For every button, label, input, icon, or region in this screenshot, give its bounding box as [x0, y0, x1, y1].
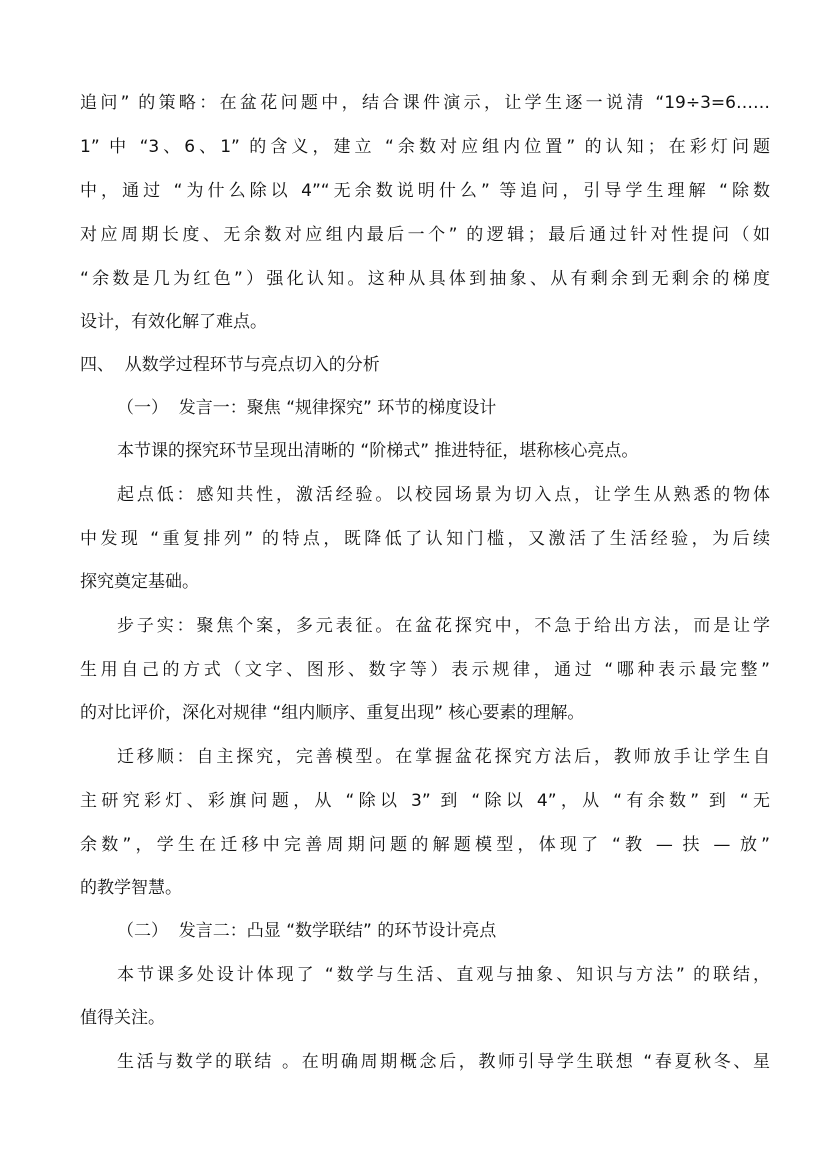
- paragraph-line: 迁移顺：自主探究，完善模型。在掌握盆花探究方法后，教师放手让学生自: [117, 747, 770, 767]
- paragraph-line: 对应周期长度、无余数对应组内最后一个” 的逻辑；最后通过针对性提问（如: [80, 225, 770, 245]
- paragraph-line: 中发现 “重复排列” 的特点，既降低了认知门槛，又激活了生活经验，为后续: [80, 529, 770, 549]
- paragraph-line: 本节课多处设计体现了 “数学与生活、直观与抽象、知识与方法” 的联结，: [117, 965, 770, 985]
- section-heading: 四、 从数学过程环节与亮点切入的分析: [80, 355, 380, 375]
- paragraph-line: 生用自己的方式（文字、图形、数字等）表示规律，通过 “哪种表示最完整”: [80, 660, 770, 680]
- paragraph-line: 生活与数学的联结 。在明确周期概念后，教师引导学生联想 “春夏秋冬、星: [117, 1052, 770, 1072]
- paragraph-line: 探究奠定基础。: [80, 572, 199, 592]
- paragraph-line: 1” 中 “3、6、1” 的含义，建立 “余数对应组内位置” 的认知；在彩灯问题: [80, 137, 770, 157]
- paragraph-line: “余数是几为红色”）强化认知。这种从具体到抽象、从有剩余到无剩余的梯度: [80, 269, 770, 289]
- paragraph-line: 步子实：聚焦个案，多元表征。在盆花探究中，不急于给出方法，而是让学: [117, 616, 770, 636]
- subsection-heading: （二） 发言二：凸显 “数学联结” 的环节设计亮点: [117, 921, 497, 941]
- paragraph-line: 的教学智慧。: [80, 878, 182, 898]
- subsection-heading: （一） 发言一：聚焦 “规律探究” 环节的梯度设计: [117, 398, 497, 418]
- paragraph-line: 起点低：感知共性，激活经验。以校园场景为切入点，让学生从熟悉的物体: [117, 485, 770, 505]
- paragraph-line: 的对比评价，深化对规律 “组内顺序、重复出现” 核心要素的理解。: [80, 703, 585, 723]
- paragraph-line: 值得关注。: [80, 1008, 165, 1028]
- paragraph-line: 设计，有效化解了难点。: [80, 312, 267, 332]
- paragraph-line: 中，通过 “为什么除以 4”“无余数说明什么” 等追问，引导学生理解 “除数: [80, 181, 770, 201]
- paragraph-line: 本节课的探究环节呈现出清晰的 “阶梯式” 推进特征，堪称核心亮点。: [117, 441, 639, 461]
- paragraph-line: 追问” 的策略：在盆花问题中，结合课件演示，让学生逐一说清 “19÷3=6……: [80, 93, 770, 113]
- paragraph-line: 主研究彩灯、彩旗问题，从 “除以 3” 到 “除以 4”，从 “有余数” 到 “无: [80, 791, 770, 811]
- paragraph-line: 余数”，学生在迁移中完善周期问题的解题模型，体现了 “教 — 扶 — 放”: [80, 835, 770, 855]
